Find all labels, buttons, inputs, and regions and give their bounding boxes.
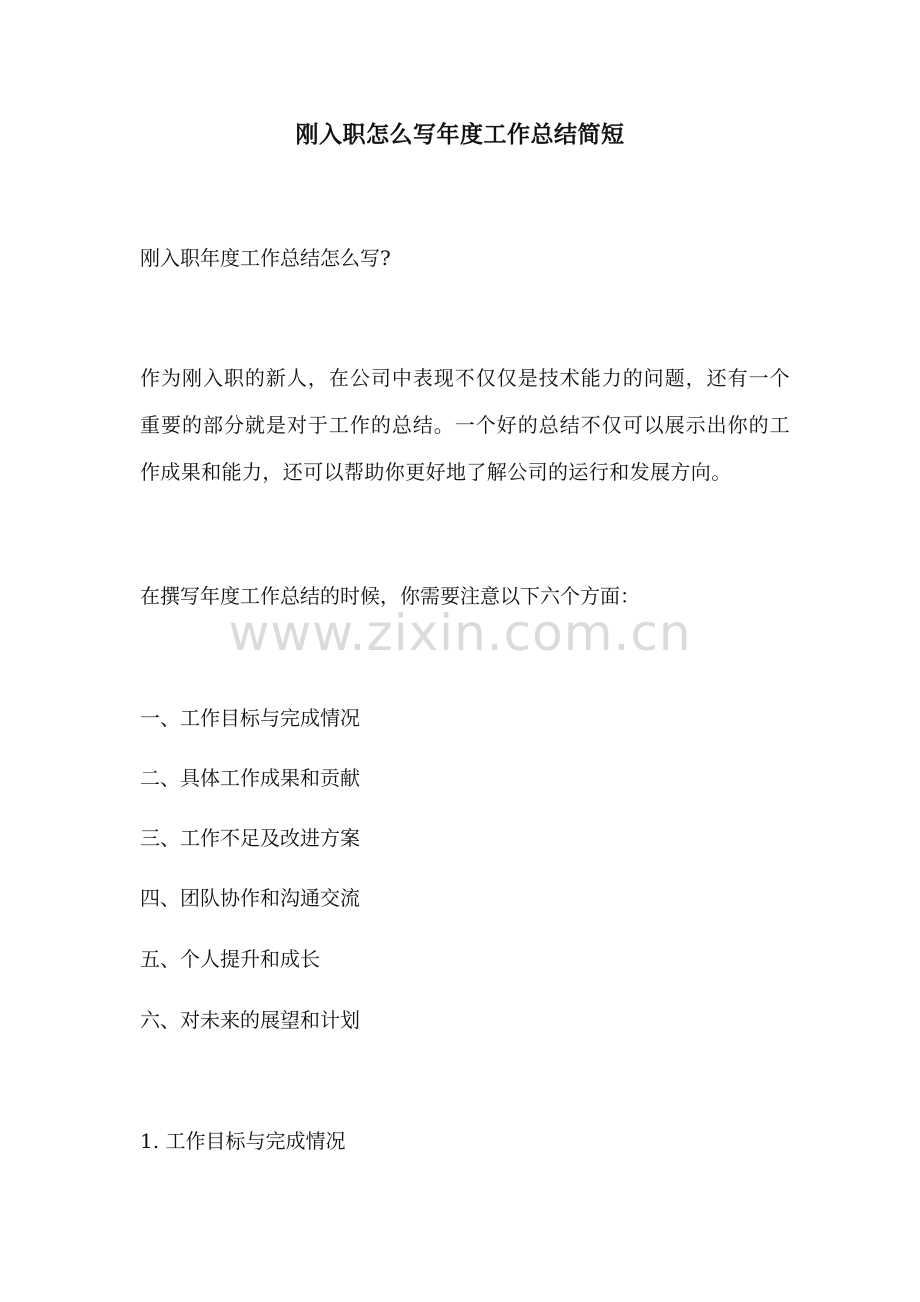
aspect-item: 五、个人提升和成长 [140,947,320,971]
aspect-item: 六、对未来的展望和计划 [140,1008,360,1032]
intro-paragraph: 作为刚入职的新人，在公司中表现不仅仅是技术能力的问题，还有一个重要的部分就是对于工作的总结。一个好的总结不仅可以展示出你的工作成果和能力，还可以帮助你更好地了解公司的运行和发展方向。 [140,366,790,484]
list-intro: 在撰写年度工作总结的时候，你需要注意以下六个方面： [140,584,640,608]
document-subtitle: 刚入职年度工作总结怎么写? [140,246,391,270]
document-title: 刚入职怎么写年度工作总结简短 [295,121,625,148]
aspect-item: 四、团队协作和沟通交流 [140,886,360,910]
section-heading: 1. 工作目标与完成情况 [140,1129,346,1153]
aspect-item: 二、具体工作成果和贡献 [140,766,360,790]
watermark: www.zixin.com.cn [228,604,692,662]
aspect-item: 三、工作不足及改进方案 [140,826,360,850]
aspect-item: 一、工作目标与完成情况 [140,706,360,730]
